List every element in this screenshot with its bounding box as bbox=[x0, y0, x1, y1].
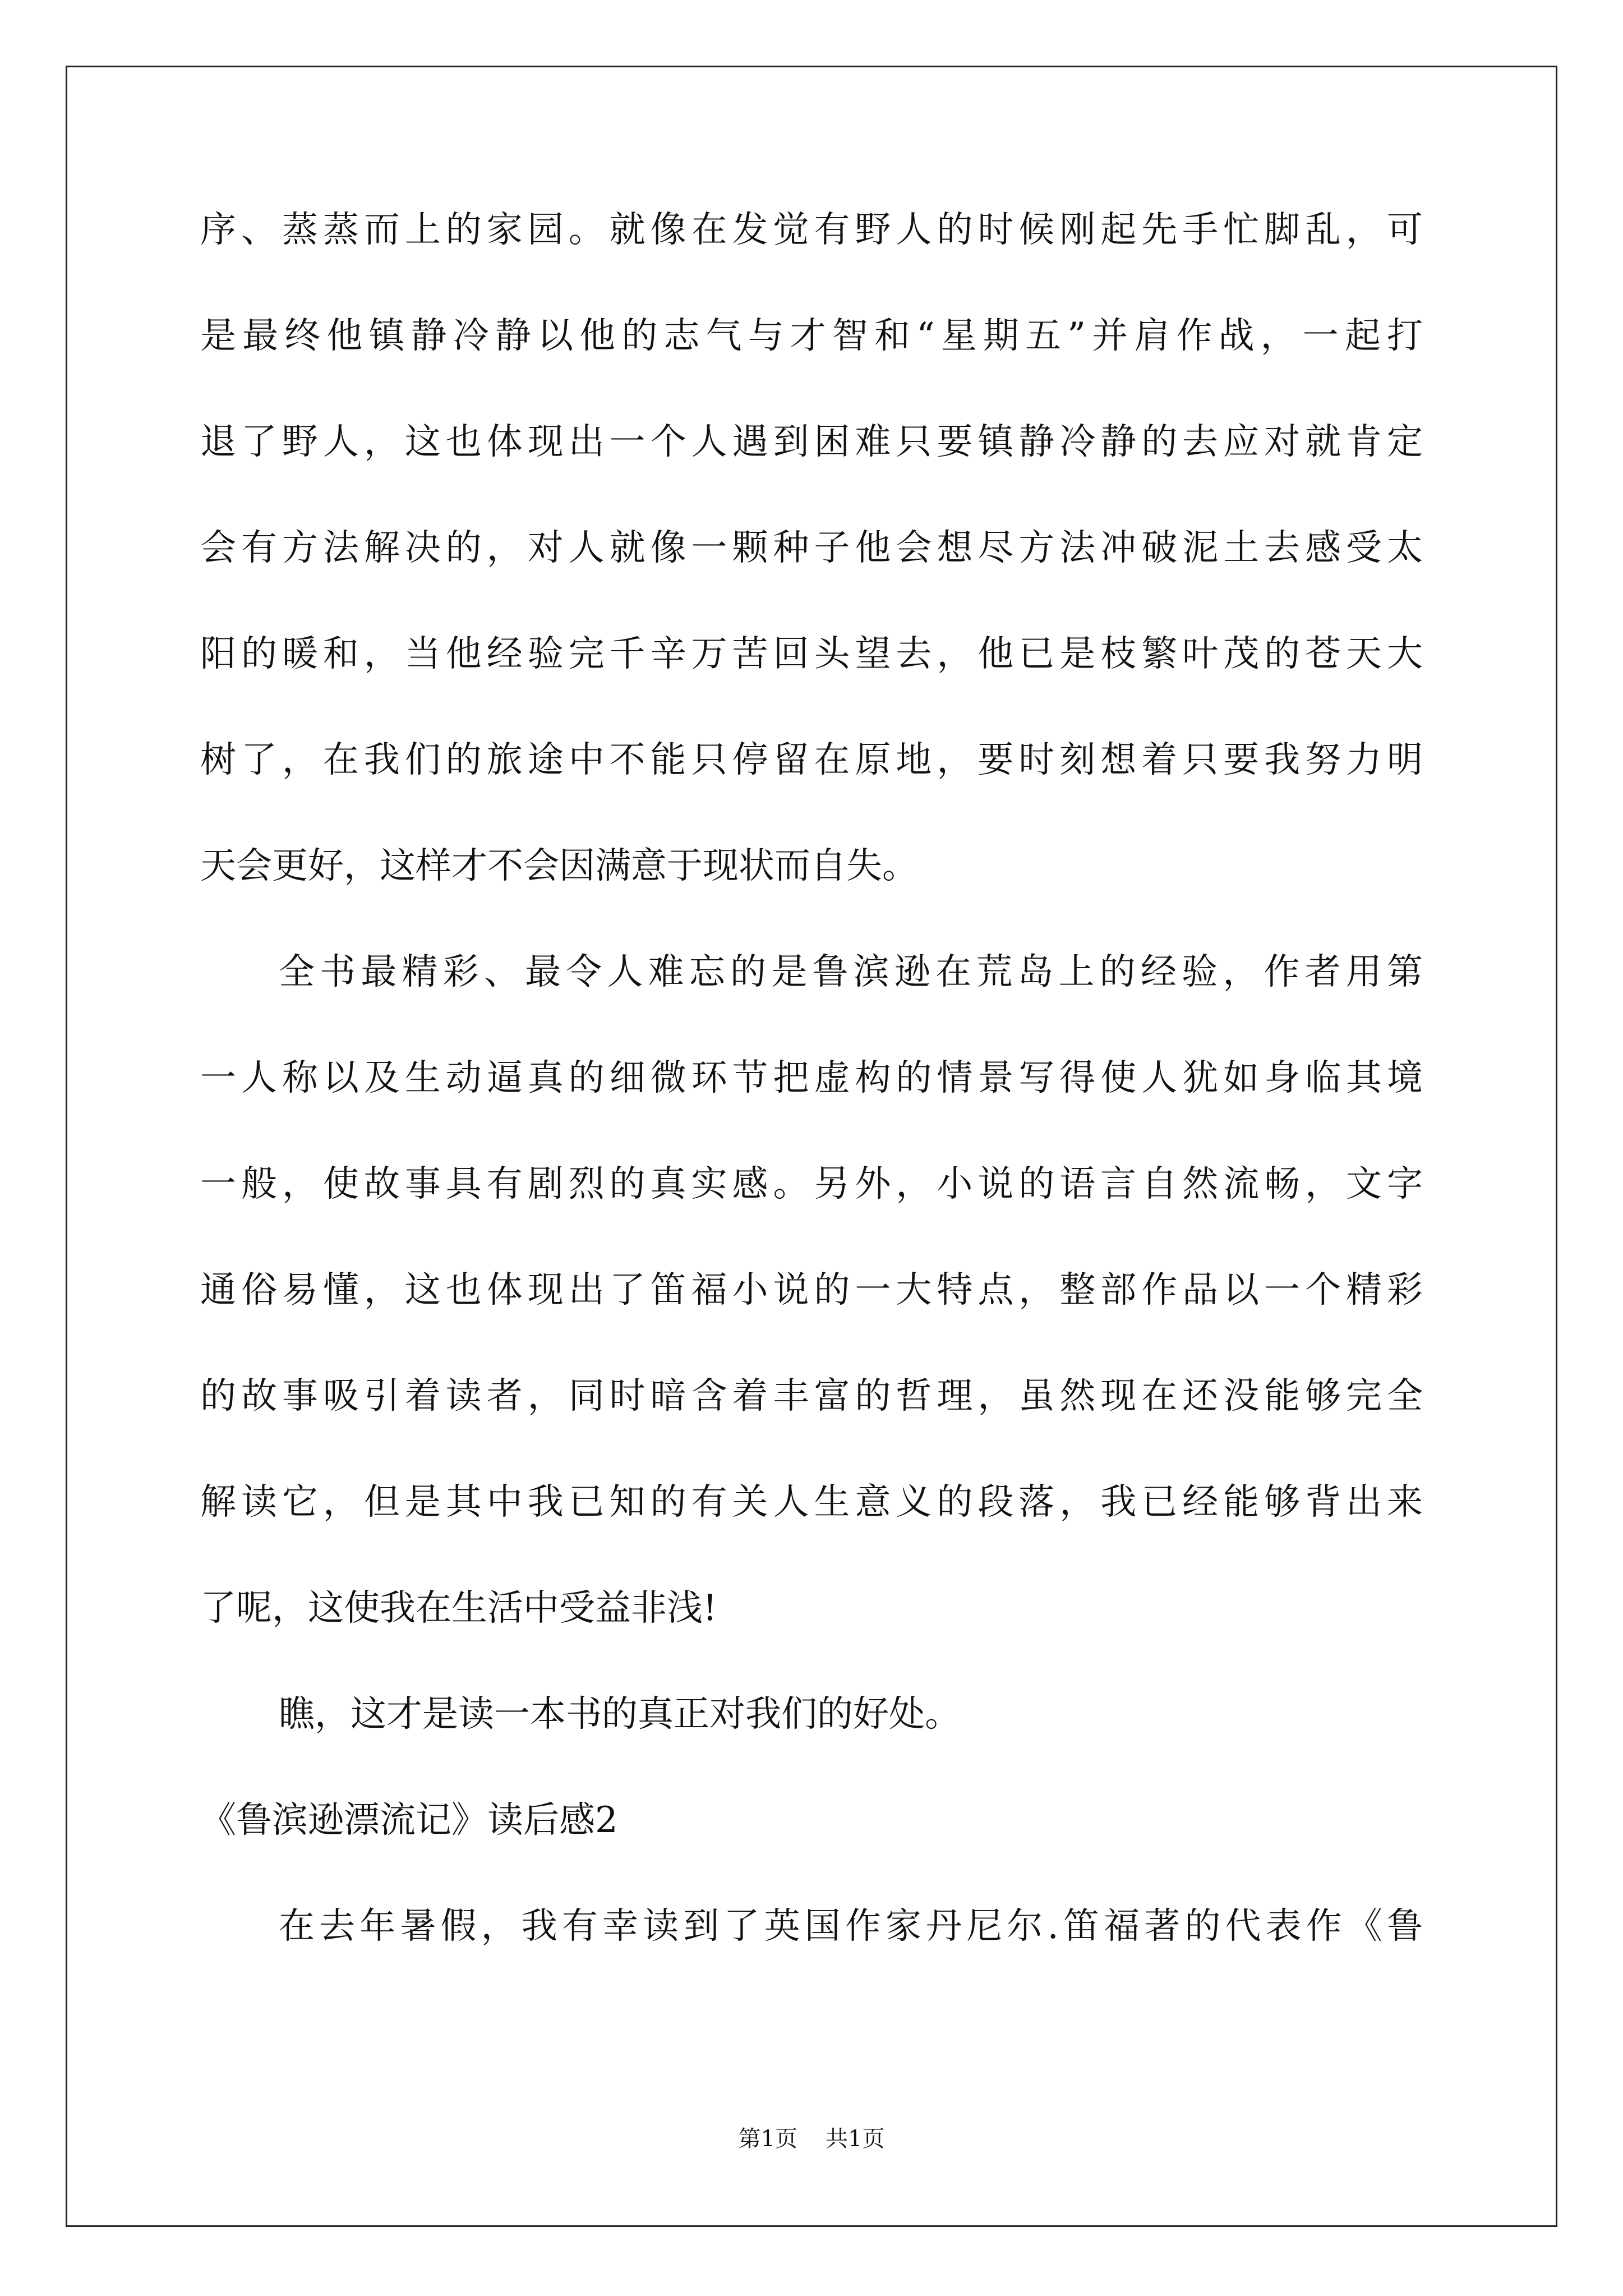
document-body bbox=[200, 209, 1423, 2014]
text-line: 一般，使故事具有剧烈的真实感。另外，小说的语言自然流畅，文字 bbox=[200, 1163, 1423, 1205]
text-line: 通俗易懂，这也体现出了笛福小说的一大特点，整部作品以一个精彩 bbox=[200, 1269, 1423, 1311]
text-line: 瞧，这才是读一本书的真正对我们的好处。 bbox=[279, 1694, 961, 1735]
text-line: 的故事吸引着读者，同时暗含着丰富的哲理，虽然现在还没能够完全 bbox=[200, 1375, 1423, 1417]
text-line: 天会更好，这样才不会因满意于现状而自失。 bbox=[200, 845, 918, 887]
text-line: 会有方法解决的，对人就像一颗种子他会想尽方法冲破泥土去感受太 bbox=[200, 527, 1423, 569]
text-line: 序、蒸蒸而上的家园。就像在发觉有野人的时候刚起先手忙脚乱，可 bbox=[200, 209, 1423, 251]
text-line: 一人称以及生动逼真的细微环节把虚构的情景写得使人犹如身临其境 bbox=[200, 1057, 1423, 1099]
section-heading: 《鲁滨逊漂流记》读后感2 bbox=[200, 1800, 618, 1841]
text-line: 解读它，但是其中我已知的有关人生意义的段落，我已经能够背出来 bbox=[200, 1481, 1423, 1523]
page-number: 第1页 bbox=[738, 2126, 797, 2152]
page-footer bbox=[0, 2128, 1623, 2150]
text-line: 全书最精彩、最令人难忘的是鲁滨逊在荒岛上的经验，作者用第 bbox=[279, 951, 1423, 993]
text-line: 在去年暑假，我有幸读到了英国作家丹尼尔.笛福著的代表作《鲁 bbox=[279, 1906, 1423, 1947]
text-line: 阳的暖和，当他经验完千辛万苦回头望去，他已是枝繁叶茂的苍天大 bbox=[200, 633, 1423, 675]
text-line: 是最终他镇静冷静以他的志气与才智和“星期五”并肩作战，一起打 bbox=[200, 315, 1423, 357]
text-line: 退了野人，这也体现出一个人遇到困难只要镇静冷静的去应对就肯定 bbox=[200, 421, 1423, 463]
page-total: 共1页 bbox=[826, 2126, 885, 2152]
text-line: 了呢，这使我在生活中受益非浅! bbox=[200, 1588, 717, 1629]
text-line: 树了，在我们的旅途中不能只停留在原地，要时刻想着只要我努力明 bbox=[200, 739, 1423, 781]
